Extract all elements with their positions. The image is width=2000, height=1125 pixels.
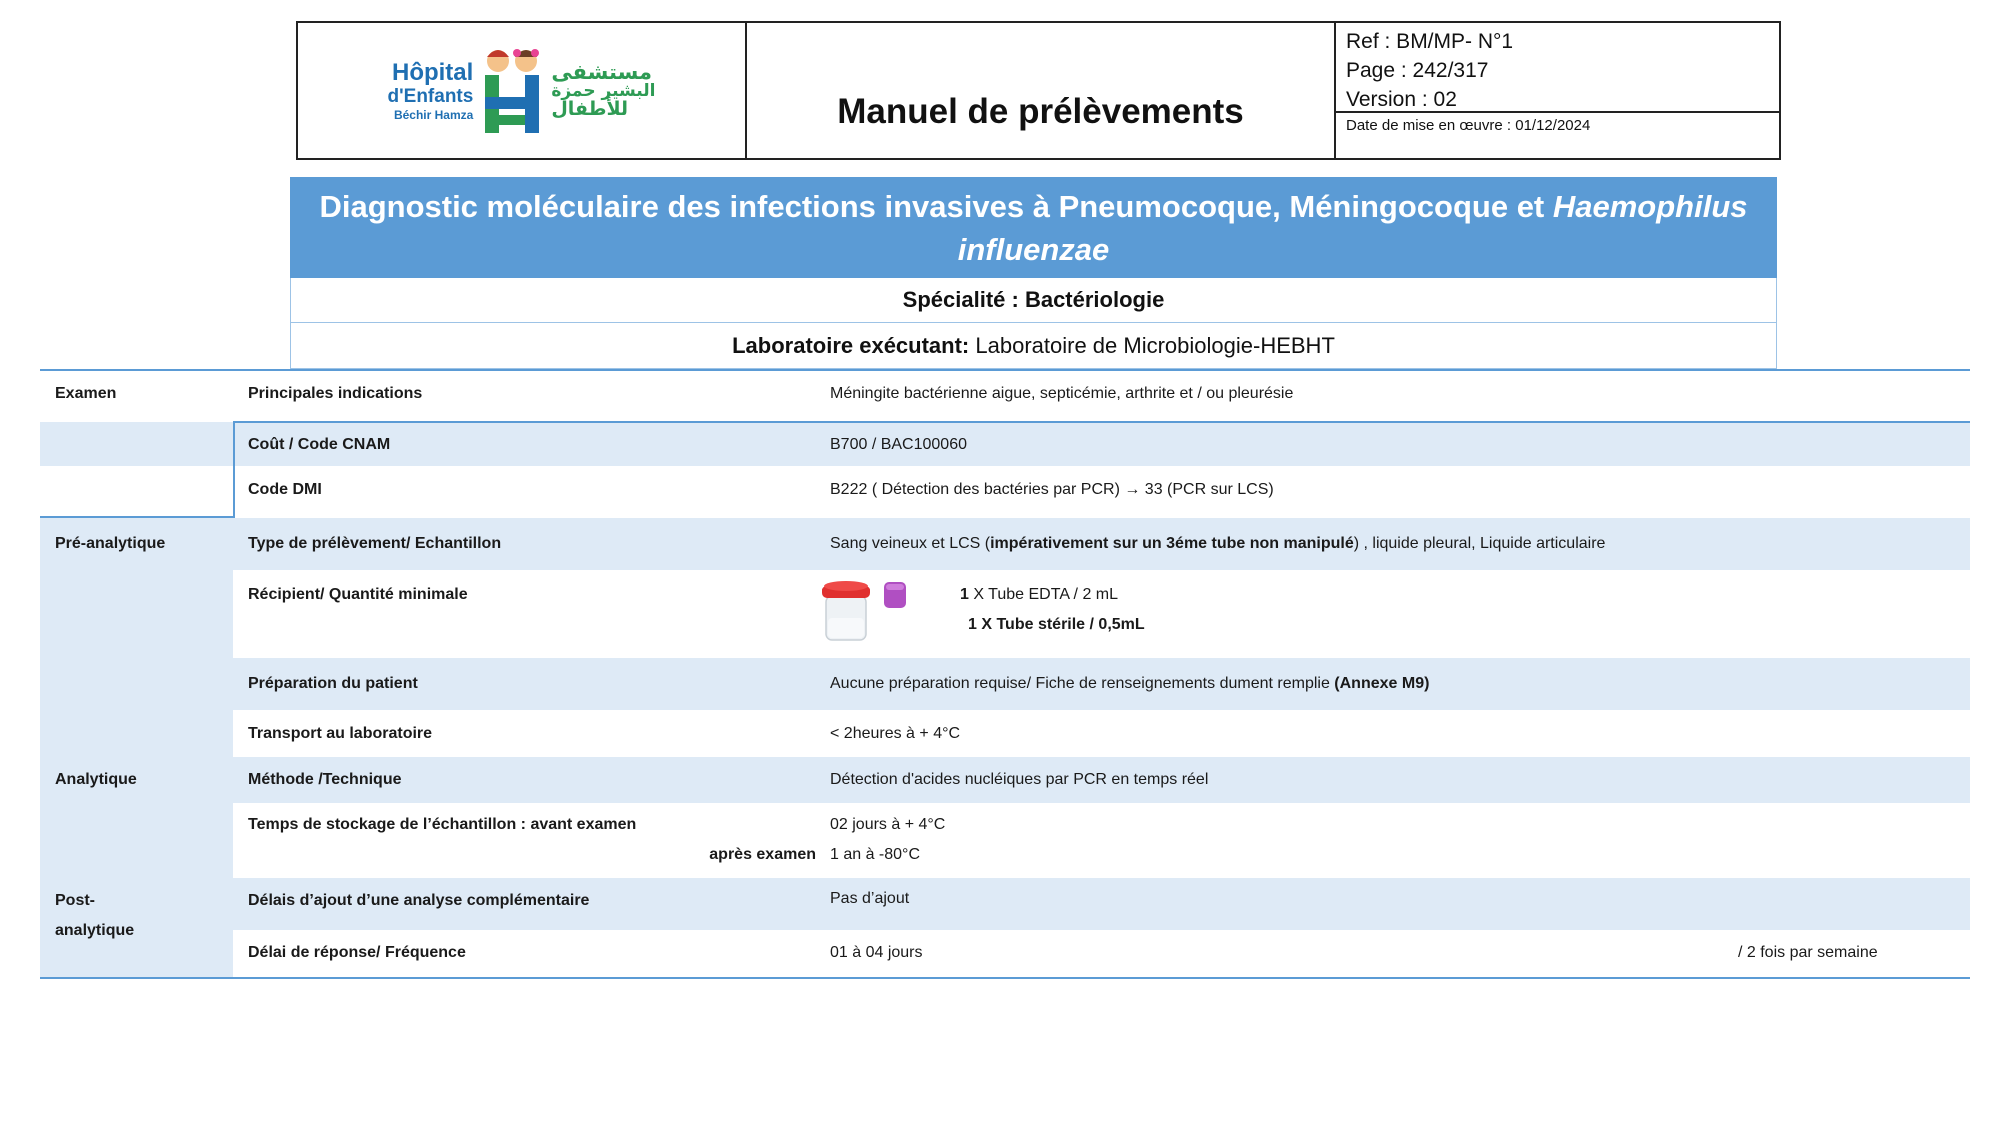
laboratoire-value: Laboratoire de Microbiologie-HEBHT xyxy=(969,333,1335,358)
banner-title-italic2: influenzae xyxy=(957,232,1110,267)
stockage-value-1: 02 jours à + 4°C xyxy=(830,816,946,833)
recipient-line1 xyxy=(960,580,1118,610)
reponse-value: 01 à 04 jours xyxy=(830,944,923,961)
cout-value: B700 / BAC100060 xyxy=(830,436,967,453)
type-value-b: ) , liquide pleural, Liquide articulaire xyxy=(1353,535,1606,552)
type-label: Type de prélèvement/ Echantillon xyxy=(248,535,502,552)
logo-arabic-text xyxy=(551,61,655,121)
meta-reference-block xyxy=(1336,23,1779,113)
transport-value: < 2heures à + 4°C xyxy=(830,725,961,742)
logo-fr-line2: d'Enfants xyxy=(387,85,474,107)
hospital-logo xyxy=(388,45,656,137)
prep-value xyxy=(830,669,1429,699)
stockage-value-2: 1 an à -80°C xyxy=(830,846,921,863)
recipient-label: Récipient/ Quantité minimale xyxy=(248,586,468,603)
prep-label: Préparation du patient xyxy=(248,675,418,692)
laboratoire-row xyxy=(290,322,1777,369)
logo-ar-line2: البشير حمزة xyxy=(551,80,656,101)
type-value xyxy=(830,529,1605,559)
section-pre-analytique: Pré-analytique xyxy=(55,535,166,552)
divider-line xyxy=(233,421,1970,423)
stockage-label-1: Temps de stockage de l’échantillon : avant examen xyxy=(248,816,637,833)
page-text: Page : 242/317 xyxy=(1346,59,1489,82)
recipient-line1-text: X Tube EDTA / 2 mL xyxy=(968,586,1119,603)
reponse-row-bg xyxy=(233,930,1970,978)
transport-row-bg xyxy=(233,710,1970,757)
specialite-row: Spécialité : Bactériologie xyxy=(290,278,1777,323)
exam-title-banner xyxy=(290,177,1777,278)
table-bottom-line xyxy=(40,977,1970,979)
logo-ar-line1: مستشفى xyxy=(551,59,652,84)
logo-cell xyxy=(298,23,747,158)
laboratoire-label: Laboratoire exécutant: xyxy=(732,333,970,358)
section-post-analytique-1: Post- xyxy=(55,892,95,909)
indications-value: Méningite bactérienne aigue, septicémie, arthrite et / ou pleurésie xyxy=(830,385,1294,402)
methode-value: Détection d'acides nucléiques par PCR en temps réel xyxy=(830,771,1209,788)
manual-title: Manuel de prélèvements xyxy=(837,92,1244,131)
section-examen: Examen xyxy=(55,385,117,402)
prep-value-text: Aucune préparation requise/ Fiche de renseignements dument remplie xyxy=(830,675,1335,692)
title-cell xyxy=(747,23,1336,158)
banner-title-main: Diagnostic moléculaire des infections invasives à Pneumocoque, Méningocoque et xyxy=(319,189,1553,224)
cout-label: Coût / Code CNAM xyxy=(248,436,391,453)
reponse-frequency: / 2 fois par semaine xyxy=(1738,944,1878,961)
recipient-line1-qty: 1 xyxy=(960,586,969,603)
recipient-line2: 1 X Tube stérile / 0,5mL xyxy=(968,616,1145,633)
meta-cell xyxy=(1336,23,1779,158)
exam-table xyxy=(40,369,1970,961)
logo-fr-line3: Béchir Hamza xyxy=(393,107,474,122)
stockage-label-2: après examen xyxy=(709,846,816,863)
divider-vertical xyxy=(233,421,235,518)
delais-value: Pas d’ajout xyxy=(830,890,910,907)
dmi-value: B222 ( Détection des bactéries par PCR) → 33 (PCR sur LCS) xyxy=(830,481,1274,498)
divider-line xyxy=(40,516,235,518)
sample-tubes-icon xyxy=(820,578,908,644)
logo-french-text xyxy=(387,58,474,122)
section-analytique: Analytique xyxy=(55,771,137,788)
logo-fr-line1: Hôpital xyxy=(391,58,474,86)
ref-text: Ref : BM/MP- N°1 xyxy=(1346,30,1514,53)
type-value-a: Sang veineux et LCS ( xyxy=(830,535,991,552)
date-text: Date de mise en œuvre : 01/12/2024 xyxy=(1346,117,1591,134)
reponse-label: Délai de réponse/ Fréquence xyxy=(248,944,466,961)
delais-label: Délais d’ajout d’une analyse complémentaire xyxy=(248,892,590,909)
document-header xyxy=(296,21,1781,160)
dmi-label: Code DMI xyxy=(248,481,322,498)
version-text: Version : 02 xyxy=(1346,88,1457,111)
logo-ar-line3: للأطفال xyxy=(551,98,629,121)
section-post-analytique-2: analytique xyxy=(55,922,135,939)
type-value-bold: impérativement sur un 3éme tube non manipulé xyxy=(990,535,1354,552)
prep-value-annex: (Annexe M9) xyxy=(1334,675,1430,692)
logo-children-icon xyxy=(481,45,543,137)
transport-label: Transport au laboratoire xyxy=(248,725,433,742)
methode-label: Méthode /Technique xyxy=(248,771,402,788)
indications-label: Principales indications xyxy=(248,385,423,402)
banner-title-italic1: Haemophilus xyxy=(1552,189,1748,224)
section-column-shade xyxy=(40,518,233,930)
